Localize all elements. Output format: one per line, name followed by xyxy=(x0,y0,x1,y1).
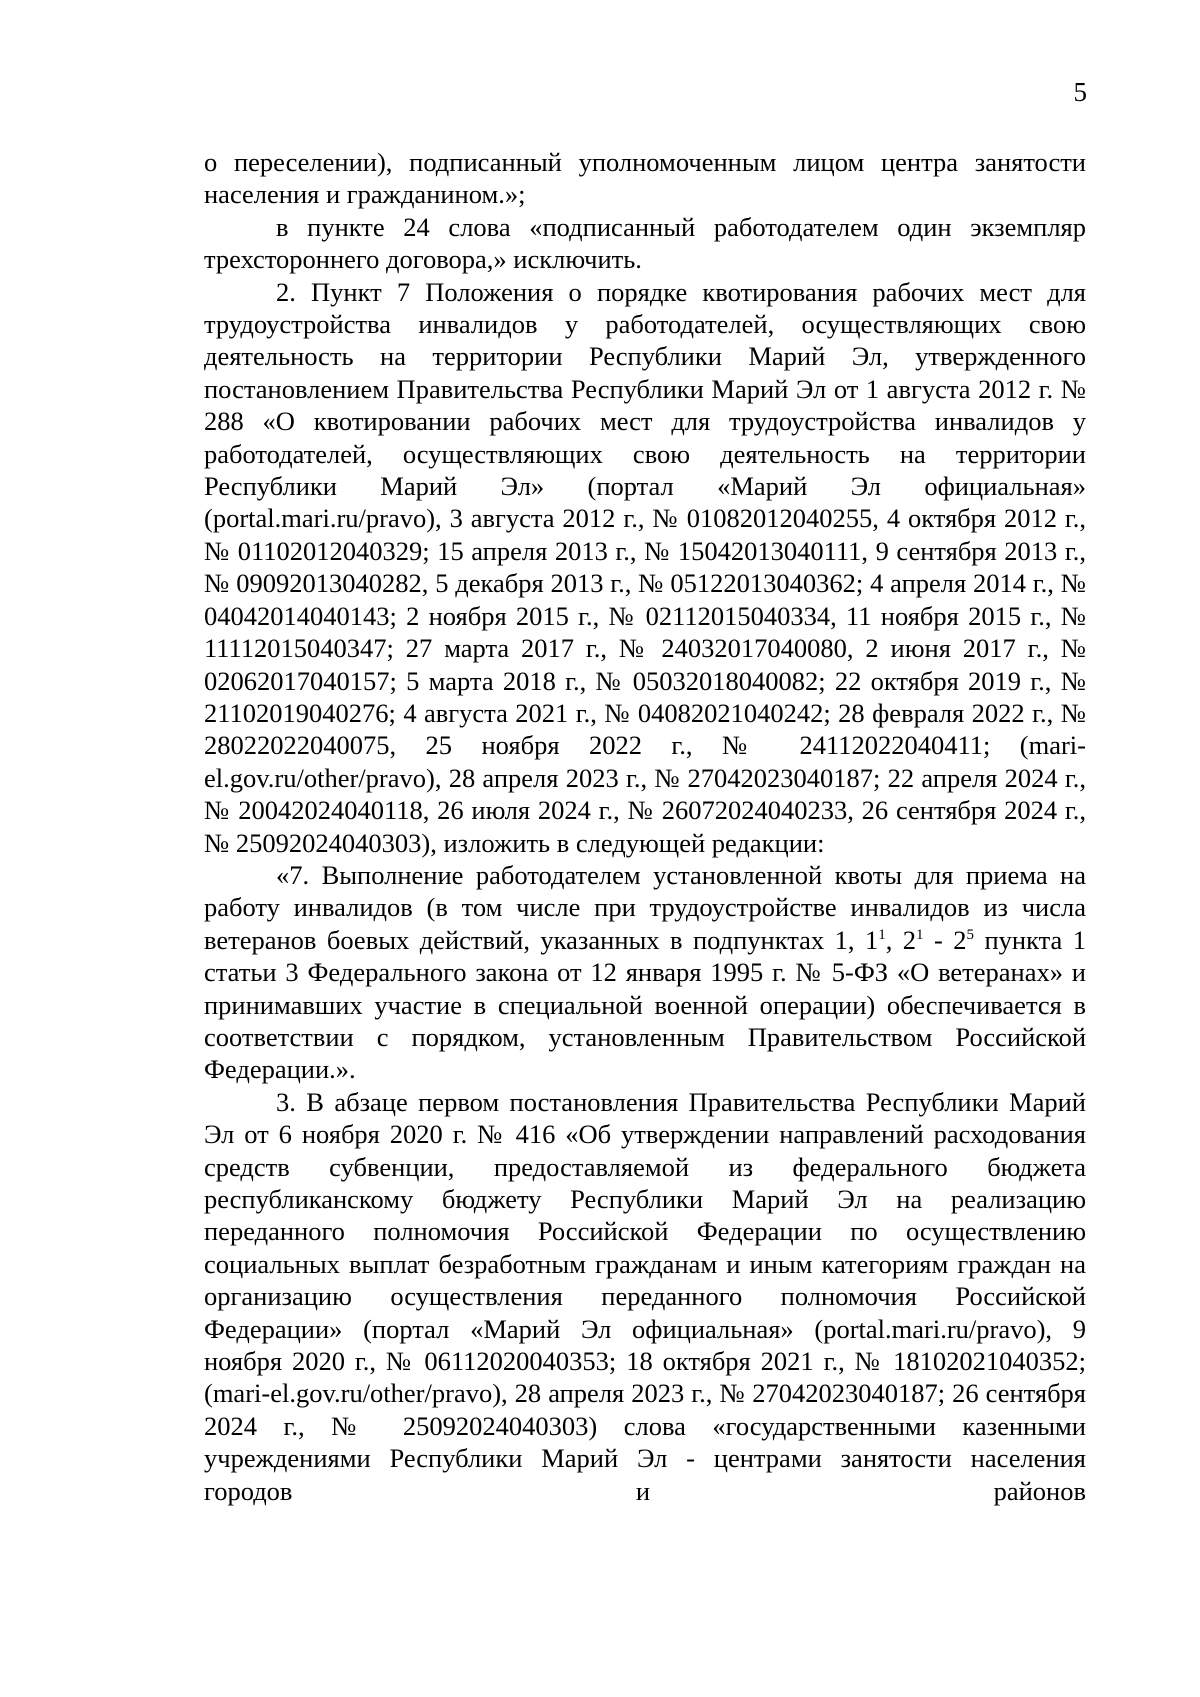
superscript-3: 5 xyxy=(966,926,975,943)
superscript-2: 1 xyxy=(916,926,924,943)
paragraph-item-7-new-text xyxy=(204,859,1086,1086)
paragraph-item-2: 2. Пункт 7 Положения о порядке квотирования рабочих мест для трудоустройства инвалидов у работодателей, осуществляющих свою деятельность на территории Республики Марий Эл, утвержденного постановлением Правительства Республики Марий Эл от 1 августа 2012 г. № 288 «О квотировании рабочих мест для трудоустройства инвалидов у работодателей, осуществляющих свою деятельность на территории Республики Марий Эл» (портал «Марий Эл официальная» (portal.mari.ru/pravo), 3 августа 2012 г., № 01082012040255, 4 октября 2012 г., № 01102012040329; 15 апреля 2013 г., № 15042013040111, 9 сентября 2013 г., № 09092013040282, 5 декабря 2013 г., № 05122013040362; 4 апреля 2014 г., № 04042014040143; 2 ноября 2015 г., № 02112015040334, 11 ноября 2015 г., № 11112015040347; 27 марта 2017 г., № 24032017040080, 2 июня 2017 г., № 02062017040157; 5 марта 2018 г., № 05032018040082; 22 октября 2019 г., № 21102019040276; 4 августа 2021 г., № 04082021040242; 28 февраля 2022 г., № 28022022040075, 25 ноября 2022 г., № 24112022040411; (mari-el.gov.ru/other/pravo), 28 апреля 2023 г., № 27042023040187; 22 апреля 2024 г., № 20042024040118, 26 июля 2024 г., № 26072024040233, 26 сентября 2024 г., № 25092024040303), изложить в следующей редакции: xyxy=(204,276,1086,858)
item-7-text-part-2: , 2 xyxy=(885,924,917,955)
item-7-text-part-3: - 2 xyxy=(923,924,967,955)
page-number: 5 xyxy=(1073,77,1087,107)
document-body xyxy=(204,146,1086,1507)
paragraph-clause-24: в пункте 24 слова «подписанный работодателем один экземпляр трехстороннего договора,» исключить. xyxy=(204,211,1086,275)
item-7-text-part-4: пункта 1 статьи 3 Федерального закона от 12 января 1995 г. № 5-ФЗ «О ветеранах» и принимавших участие в специальной военной операции) обеспечивается в соответствии с порядком, установленным Правительством Российской Федерации.». xyxy=(204,924,1086,1085)
item-7-text-part-1: «7. Выполнение работодателем установленной квоты для приема на работу инвалидов (в том числе при трудоустройстве инвалидов из числа ветеранов боевых действий, указанных в подпунктах 1, 1 xyxy=(204,859,1086,955)
superscript-1: 1 xyxy=(878,926,886,943)
paragraph-continuation: о переселении), подписанный уполномоченным лицом центра занятости населения и гражданином.»; xyxy=(204,147,1086,210)
paragraph-item-3: 3. В абзаце первом постановления Правительства Республики Марий Эл от 6 ноября 2020 г. № 416 «Об утверждении направлений расходования средств субвенции, предоставляемой из федерального бюджета республиканскому бюджету Республики Марий Эл на реализацию переданного полномочия Российской Федерации по осуществлению социальных выплат безработным гражданам и иным категориям граждан на организацию осуществления переданного полномочия Российской Федерации» (портал «Марий Эл официальная» (portal.mari.ru/pravo), 9 ноября 2020 г., № 06112020040353; 18 октября 2021 г., № 18102021040352; (mari-el.gov.ru/other/pravo), 28 апреля 2023 г., № 27042023040187; 26 сентября 2024 г., № 25092024040303) слова «государственными казенными учреждениями Республики Марий Эл - центрами занятости населения городов и районов xyxy=(204,1086,1086,1506)
